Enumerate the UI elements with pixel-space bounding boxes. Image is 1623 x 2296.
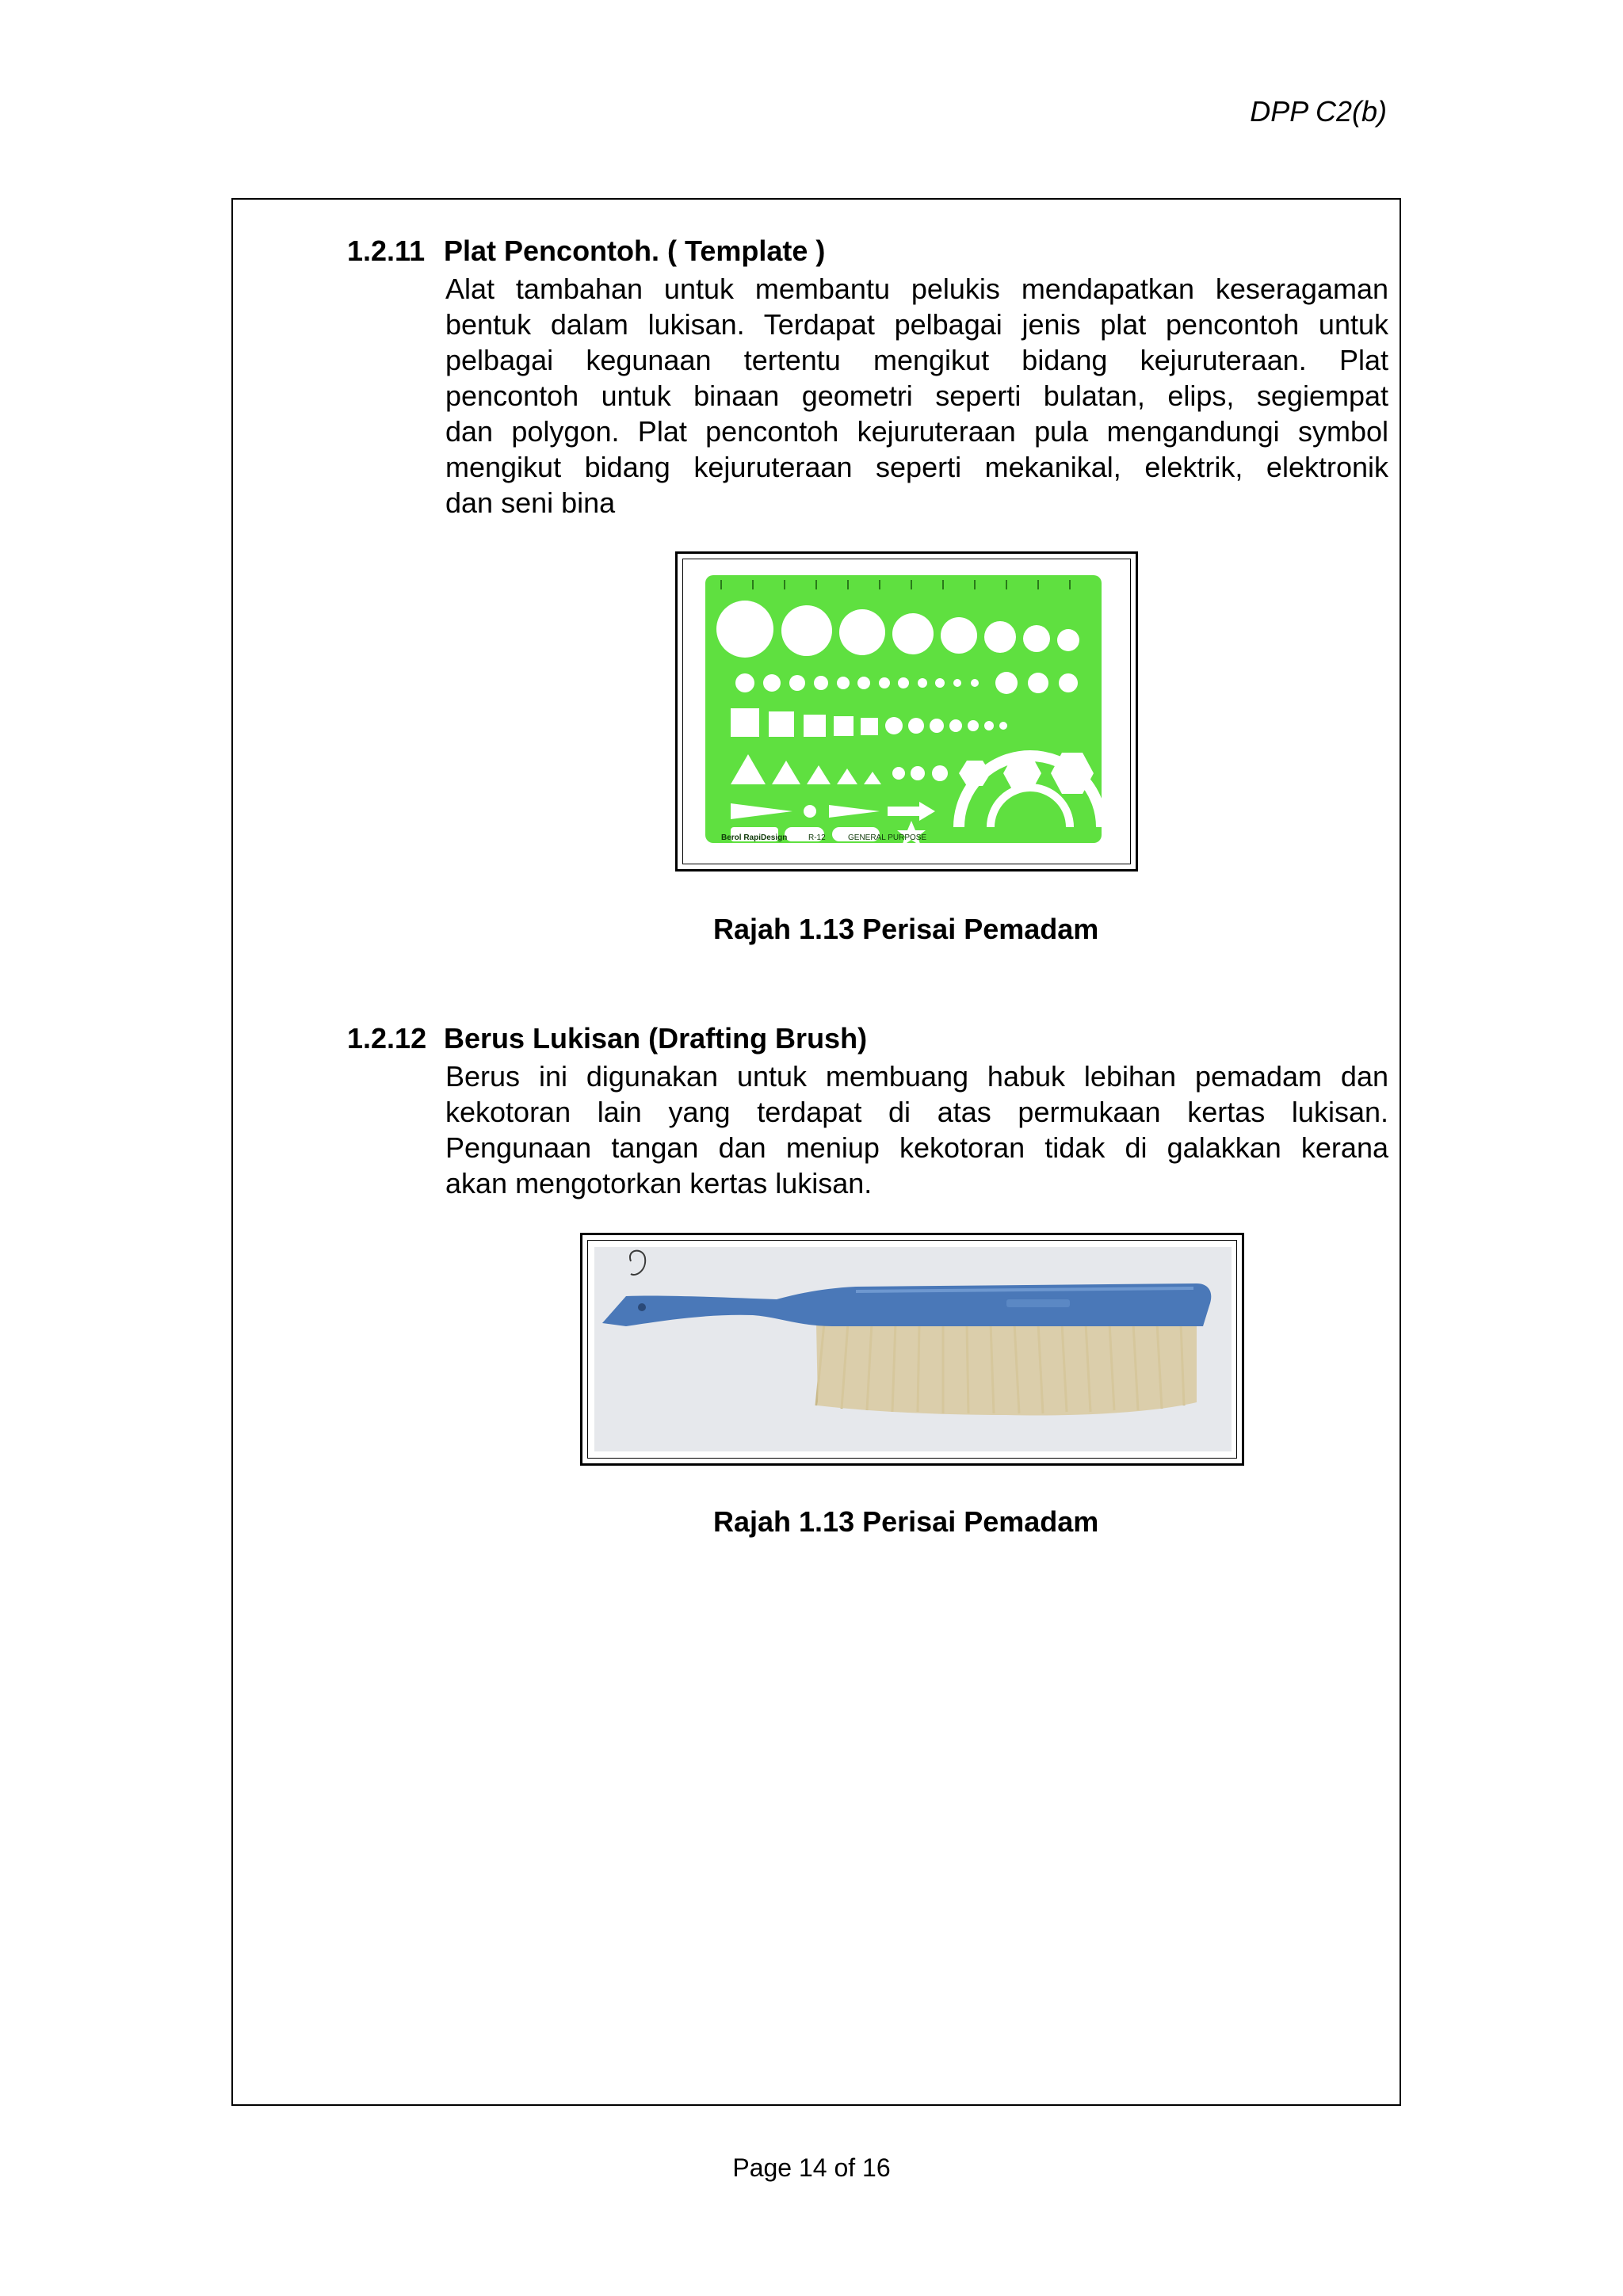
section-paragraph-brush (445, 1058, 1388, 1201)
paragraph-line: Berus ini digunakan untuk membuang habuk lebihan pemadam dan (445, 1060, 1388, 1093)
document-code: DPP C2(b) (1250, 95, 1387, 128)
section-number: 1.2.12 (347, 1022, 427, 1055)
brush-figure-frame (580, 1233, 1244, 1466)
paragraph-line: bentuk dalam lukisan. Terdapat pelbagai jenis plat pencontoh untuk (445, 308, 1388, 341)
paragraph-line: Pengunaan tangan dan meniup kekotoran tidak di galakkan kerana (445, 1131, 1388, 1164)
template-image (682, 559, 1131, 864)
section-number: 1.2.11 (347, 235, 426, 267)
paragraph-line: kekotoran lain yang terdapat di atas permukaan kertas lukisan. (445, 1096, 1388, 1128)
template-figure-frame (675, 551, 1138, 871)
brush-image (587, 1240, 1237, 1459)
figure-caption: Rajah 1.13 Perisai Pemadam (713, 913, 1099, 945)
figure-caption: Rajah 1.13 Perisai Pemadam (713, 1505, 1099, 1538)
section-title: Berus Lukisan (Drafting Brush) (444, 1022, 868, 1055)
paragraph-line: Alat tambahan untuk membantu pelukis mendapatkan keseragaman (445, 273, 1388, 305)
brush-illustration (594, 1247, 1232, 1451)
template-plate-illustration (689, 566, 1124, 856)
paragraph-line: dan seni bina (445, 486, 616, 519)
paragraph-line: mengikut bidang kejuruteraan seperti mekanikal, elektrik, elektronik (445, 451, 1388, 483)
paragraph-line: akan mengotorkan kertas lukisan. (445, 1167, 873, 1199)
plate-brand-text: Berol RapiDesign (721, 833, 788, 842)
paragraph-line: pelbagai kegunaan tertentu mengikut bidang kejuruteraan. Plat (445, 344, 1388, 376)
paragraph-line: dan polygon. Plat pencontoh kejuruteraan pula mengandungi symbol (445, 415, 1388, 448)
section-paragraph-template (445, 271, 1388, 521)
page-number: Page 14 of 16 (732, 2153, 891, 2182)
plate-purpose-text: GENERAL PURPOSE (848, 833, 927, 842)
section-title: Plat Pencontoh. ( Template ) (444, 235, 826, 267)
paragraph-line: pencontoh untuk binaan geometri seperti bulatan, elips, segiempat (445, 379, 1388, 412)
plate-model-text: R-12 (808, 833, 826, 842)
